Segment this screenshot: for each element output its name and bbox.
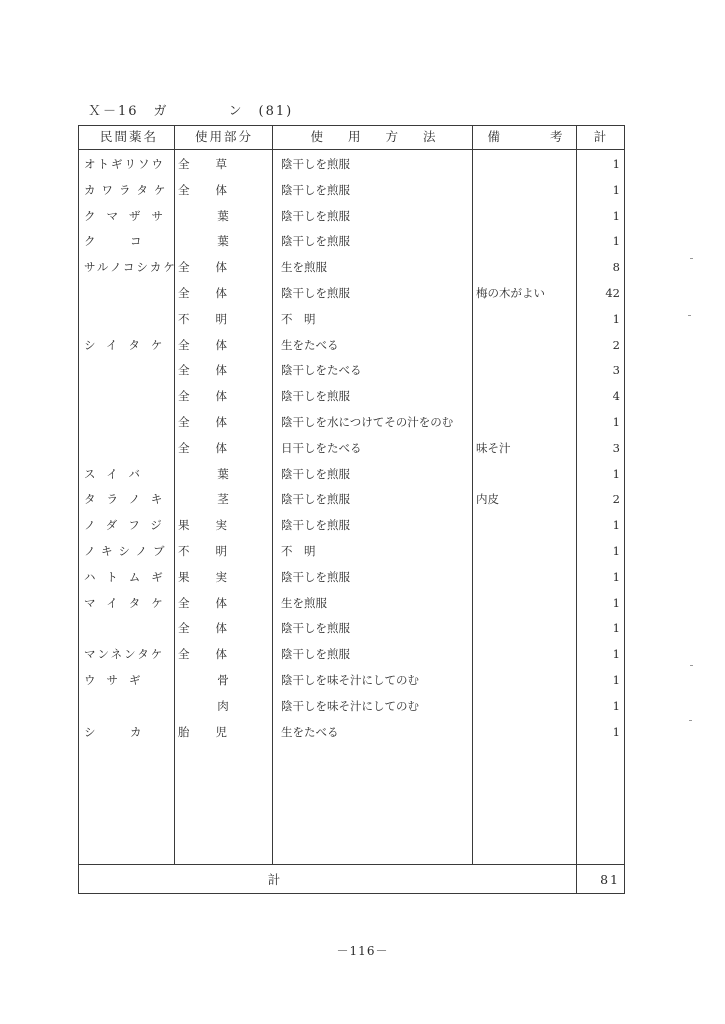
row-method: 陰干しを味そ汁にしてのむ bbox=[281, 673, 419, 687]
column-divider bbox=[472, 125, 473, 864]
scan-speck bbox=[689, 720, 692, 721]
row-part: 全 体 bbox=[178, 647, 228, 662]
row-part: 果 実 bbox=[178, 518, 228, 533]
row-count: 1 bbox=[612, 234, 620, 249]
header-name: 民間薬名 bbox=[99, 129, 158, 144]
row-part: 肉 bbox=[217, 698, 229, 713]
row-part: 全 体 bbox=[178, 260, 228, 275]
row-part: 骨 bbox=[217, 673, 229, 687]
row-count: 1 bbox=[612, 621, 620, 636]
row-note: 内皮 bbox=[476, 492, 499, 507]
row-method: 生を煎服 bbox=[281, 260, 327, 275]
row-name: スイバ bbox=[84, 466, 152, 481]
row-count: 1 bbox=[612, 673, 620, 687]
row-method: 陰干しを煎服 bbox=[281, 621, 350, 636]
row-name: ク コ bbox=[84, 234, 142, 249]
table-border-left bbox=[78, 125, 79, 894]
row-name: シイタケ bbox=[84, 337, 174, 352]
row-count: 8 bbox=[612, 260, 620, 275]
row-part: 葉 bbox=[217, 208, 229, 223]
column-divider bbox=[272, 125, 273, 864]
scan-speck bbox=[688, 315, 691, 316]
row-method: 陰干しを煎服 bbox=[281, 286, 350, 300]
row-method: 陰干しを煎服 bbox=[281, 157, 350, 171]
row-count: 2 bbox=[612, 337, 620, 352]
header-note: 備 考 bbox=[487, 129, 563, 144]
row-method: 日干しをたべる bbox=[281, 440, 362, 455]
row-method: 生をたべる bbox=[281, 337, 339, 352]
row-note: 梅の木がよい bbox=[476, 286, 545, 300]
row-method: 陰干しを煎服 bbox=[281, 182, 350, 197]
table-border-bottom bbox=[78, 893, 625, 894]
row-count: 2 bbox=[612, 492, 620, 507]
row-method: 陰干しを味そ汁にしてのむ bbox=[281, 698, 419, 713]
header-method: 使 用 方 法 bbox=[310, 129, 436, 144]
table-border-right bbox=[624, 125, 625, 894]
row-count: 1 bbox=[612, 698, 620, 713]
row-method: 陰干しを煎服 bbox=[281, 389, 350, 404]
scan-speck bbox=[690, 258, 693, 259]
row-part: 全 体 bbox=[178, 440, 228, 455]
row-method: 陰干しを煎服 bbox=[281, 208, 350, 223]
row-count: 1 bbox=[612, 415, 620, 429]
row-count: 4 bbox=[612, 389, 620, 404]
row-count: 1 bbox=[612, 595, 620, 610]
row-part: 全 体 bbox=[178, 389, 228, 404]
row-method: 生を煎服 bbox=[281, 595, 327, 610]
row-part: 果 実 bbox=[178, 569, 228, 584]
row-name: シ カ bbox=[84, 724, 142, 739]
row-method: 生をたべる bbox=[281, 724, 339, 739]
row-method: 陰干しを煎服 bbox=[281, 492, 350, 507]
row-part: 葉 bbox=[217, 466, 229, 481]
row-part: 全 体 bbox=[178, 337, 228, 352]
total-value: 81 bbox=[600, 872, 620, 887]
row-count: 1 bbox=[612, 647, 620, 662]
scan-speck bbox=[690, 665, 693, 666]
row-name: カワラタケ bbox=[84, 182, 172, 197]
row-method: 陰干しをたべる bbox=[281, 363, 362, 378]
row-name: ノダフジ bbox=[84, 518, 173, 533]
row-count: 1 bbox=[612, 208, 620, 223]
total-divider bbox=[78, 864, 625, 865]
row-part: 全 体 bbox=[178, 595, 228, 610]
row-method: 陰干しを煎服 bbox=[281, 466, 350, 481]
row-part: 不 明 bbox=[178, 311, 228, 326]
header-divider bbox=[78, 149, 625, 150]
row-method: 陰干しを水につけてその汁をのむ bbox=[281, 415, 454, 429]
row-note: 味そ汁 bbox=[476, 440, 511, 455]
row-part: 葉 bbox=[217, 234, 229, 249]
row-part: 全 体 bbox=[178, 415, 228, 429]
row-name: サルノコシカケ bbox=[84, 260, 177, 275]
row-method: 不 明 bbox=[281, 544, 316, 558]
row-method: 陰干しを煎服 bbox=[281, 647, 350, 662]
row-name: タラノキ bbox=[84, 492, 174, 507]
row-method: 陰干しを煎服 bbox=[281, 518, 350, 533]
row-count: 42 bbox=[605, 286, 620, 300]
row-part: 不 明 bbox=[178, 544, 228, 558]
row-method: 陰干しを煎服 bbox=[281, 234, 350, 249]
row-method: 陰干しを煎服 bbox=[281, 569, 350, 584]
row-count: 1 bbox=[612, 724, 620, 739]
row-count: 1 bbox=[612, 466, 620, 481]
row-count: 3 bbox=[612, 440, 620, 455]
row-part: 全 草 bbox=[178, 157, 228, 171]
row-count: 1 bbox=[612, 518, 620, 533]
row-count: 1 bbox=[612, 544, 620, 558]
row-part: 茎 bbox=[217, 492, 229, 507]
row-count: 1 bbox=[612, 182, 620, 197]
row-count: 3 bbox=[612, 363, 620, 378]
table-heading: Ｘ－16 ガ ン (81) bbox=[88, 104, 294, 119]
row-part: 全 体 bbox=[178, 182, 228, 197]
row-name: ノキシノブ bbox=[84, 544, 171, 558]
header-part: 使用部分 bbox=[194, 129, 253, 144]
row-name: マイタケ bbox=[84, 595, 174, 610]
row-name: ウサギ bbox=[84, 673, 152, 687]
column-divider bbox=[576, 125, 577, 894]
row-part: 全 体 bbox=[178, 621, 228, 636]
row-name: クマザサ bbox=[84, 208, 174, 223]
row-count: 1 bbox=[612, 311, 620, 326]
row-name: オトギリソウ bbox=[84, 157, 165, 171]
table-border-top bbox=[78, 125, 625, 126]
row-part: 胎 児 bbox=[178, 724, 228, 739]
row-method: 不 明 bbox=[281, 311, 316, 326]
row-part: 全 体 bbox=[178, 286, 228, 300]
row-name: ハトムギ bbox=[84, 569, 174, 584]
row-count: 1 bbox=[612, 569, 620, 584]
herbal-remedy-table bbox=[78, 125, 625, 894]
header-count: 計 bbox=[593, 129, 609, 144]
total-label: 計 bbox=[267, 872, 283, 887]
row-name: マンネンタケ bbox=[84, 647, 165, 662]
row-count: 1 bbox=[612, 157, 620, 171]
page-number: －116－ bbox=[336, 944, 389, 958]
row-part: 全 体 bbox=[178, 363, 228, 378]
